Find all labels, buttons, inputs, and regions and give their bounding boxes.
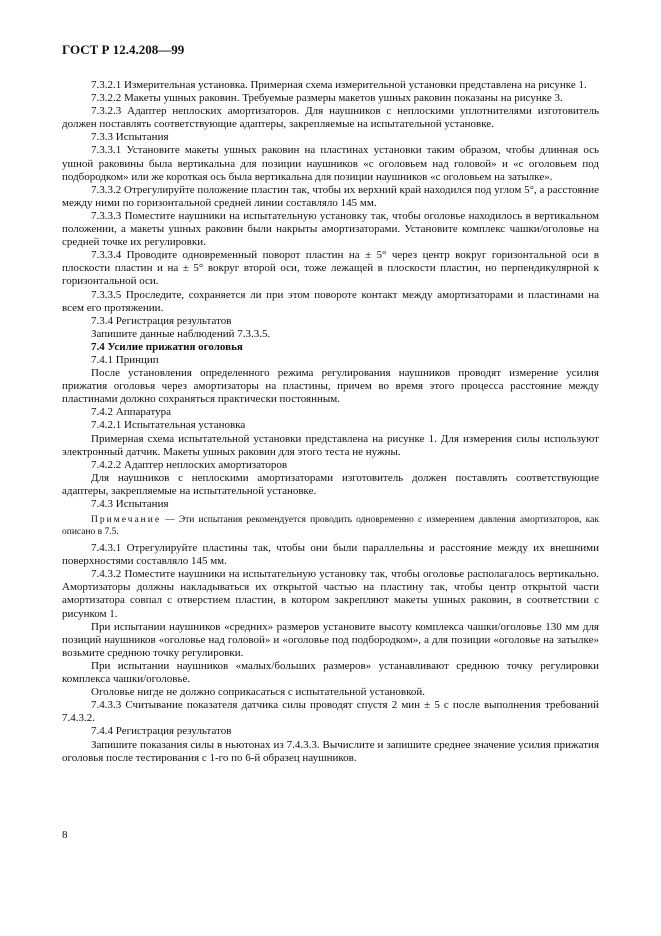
paragraph: Оголовье нигде не должно соприкасаться с испытательной установкой.	[91, 686, 426, 699]
paragraph: 7.3.3.5 Проследите, сохраняется ли при этом повороте контакт между амортизаторами и пластинами на всем его протяжении.	[62, 288, 599, 314]
document-header: ГОСТ Р 12.4.208—99	[62, 42, 185, 57]
section-heading: 7.4.2 Аппаратура	[91, 406, 171, 419]
paragraph: После установления определенного режима регулирования наушников проводят измерение усилия прижатия оголовья через амортизаторы на пластины, причем во время этого процесса расстояние между пластинами должно сохраняться практически постоянным.	[62, 367, 599, 406]
section-heading: 7.3.4 Регистрация результатов	[91, 314, 232, 327]
paragraph: Примерная схема испытательной установки представлена на рисунке 1. Для измерения силы используют электронный датчик. Макеты ушных раковин для этого теста не нужны.	[62, 432, 599, 458]
paragraph: При испытании наушников «малых/больших размеров» устанавливают среднюю точку регулировки комплекса чашки/оголовье.	[62, 659, 599, 686]
paragraph: Запишите показания силы в ньютонах из 7.4.3.3. Вычислите и запишите среднее значение усилия прижатия оголовья после тестирования с 1-го по 6-й образец наушников.	[62, 738, 599, 764]
section-heading: 7.4.2.2 Адаптер неплоских амортизаторов	[91, 458, 288, 471]
note-label: Примечание	[91, 515, 162, 526]
paragraph: 7.3.3.1 Установите макеты ушных раковин на пластинах установки таким образом, чтобы длинная ось ушной раковины была вертикальна для позиции наушников «с оголовьем над головой» и «с оголовьем под подбородком» или же короткая ось была вертикальна для позиции наушников «с оголовьем на затылке».	[62, 144, 599, 183]
paragraph: При испытании наушников «средних» размеров установите высоту комплекса чашки/оголовье 130 мм для позиций наушников «оголовье над головой» и «оголовье под подбородком», а для позиции «оголовье на затылке» возьмите среднюю точку регулировки.	[62, 620, 599, 659]
paragraph: 7.4.3.2 Поместите наушники на испытательную установку так, чтобы оголовье располагалось вертикально. Амортизаторы должны накладываться их открытой частью на пластину так, чтобы центр открытой части амортизатора совпал с отверстием пластин, в котором закрепляют макеты ушных раковин, в соответствии с рисунком 1.	[62, 568, 599, 620]
paragraph: Для наушников с неплоскими амортизаторами изготовитель должен поставлять соответствующие адаптеры, закрепляемые на испытательной установке.	[62, 471, 599, 497]
section-heading: 7.3.3 Испытания	[91, 131, 169, 144]
page-number: 8	[62, 829, 68, 841]
paragraph: 7.3.3.2 Отрегулируйте положение пластин так, чтобы их верхний край находился под углом 5°, а расстояние между ними по горизонтальной средней линии составляло 145 мм.	[62, 183, 599, 209]
paragraph: 7.3.2.1 Измерительная установка. Примерная схема измерительной установки представлена на рисунке 1.	[91, 79, 587, 91]
section-heading: 7.4.3 Испытания	[91, 498, 169, 510]
paragraph: 7.3.2.2 Макеты ушных раковин. Требуемые размеры макетов ушных раковин показаны на рисунке 3.	[91, 92, 563, 105]
paragraph: 7.4.3.1 Отрегулируйте пластины так, чтобы они были параллельны и расстояние между их внешними поверхностями составляло 145 мм.	[62, 542, 599, 568]
paragraph: 7.3.3.4 Проводите одновременный поворот пластин на ± 5° через центр вокруг горизонтальной оси в плоскости пластин и на ± 5° вокруг второй оси, тоже лежащей в плоскости пластин, но перпендикулярной к горизонтальной оси.	[62, 249, 599, 288]
document-body	[62, 79, 599, 765]
paragraph: 7.4.3.3 Считывание показателя датчика силы проводят спустя 2 мин ± 5 с после выполнения требований 7.4.3.2.	[62, 699, 599, 725]
paragraph: Запишите данные наблюдений 7.3.3.5.	[91, 327, 271, 340]
section-heading: 7.4.4 Регистрация результатов	[91, 725, 232, 738]
note-text: — Эти испытания рекомендуется проводить одновременно с измерением давления амортизаторов, как описано в 7.5.	[62, 515, 599, 538]
paragraph: 7.3.2.3 Адаптер неплоских амортизаторов. Для наушников с неплоскими уплотнителями изготовитель должен поставлять соответствующие адаптеры, закрепляемые на испытательной установке.	[62, 105, 599, 131]
paragraph: 7.3.3.3 Поместите наушники на испытательную установку так, чтобы оголовье находилось в вертикальном положении, а макеты ушных раковин были накрыты амортизаторами. Установите комплекс чашки/оголовье на средней точке их регулировки.	[62, 209, 599, 249]
note	[62, 514, 599, 538]
section-title: 7.4 Усилие прижатия оголовья	[91, 340, 243, 353]
section-heading: 7.4.2.1 Испытательная установка	[91, 419, 246, 432]
section-heading: 7.4.1 Принцип	[91, 353, 159, 366]
